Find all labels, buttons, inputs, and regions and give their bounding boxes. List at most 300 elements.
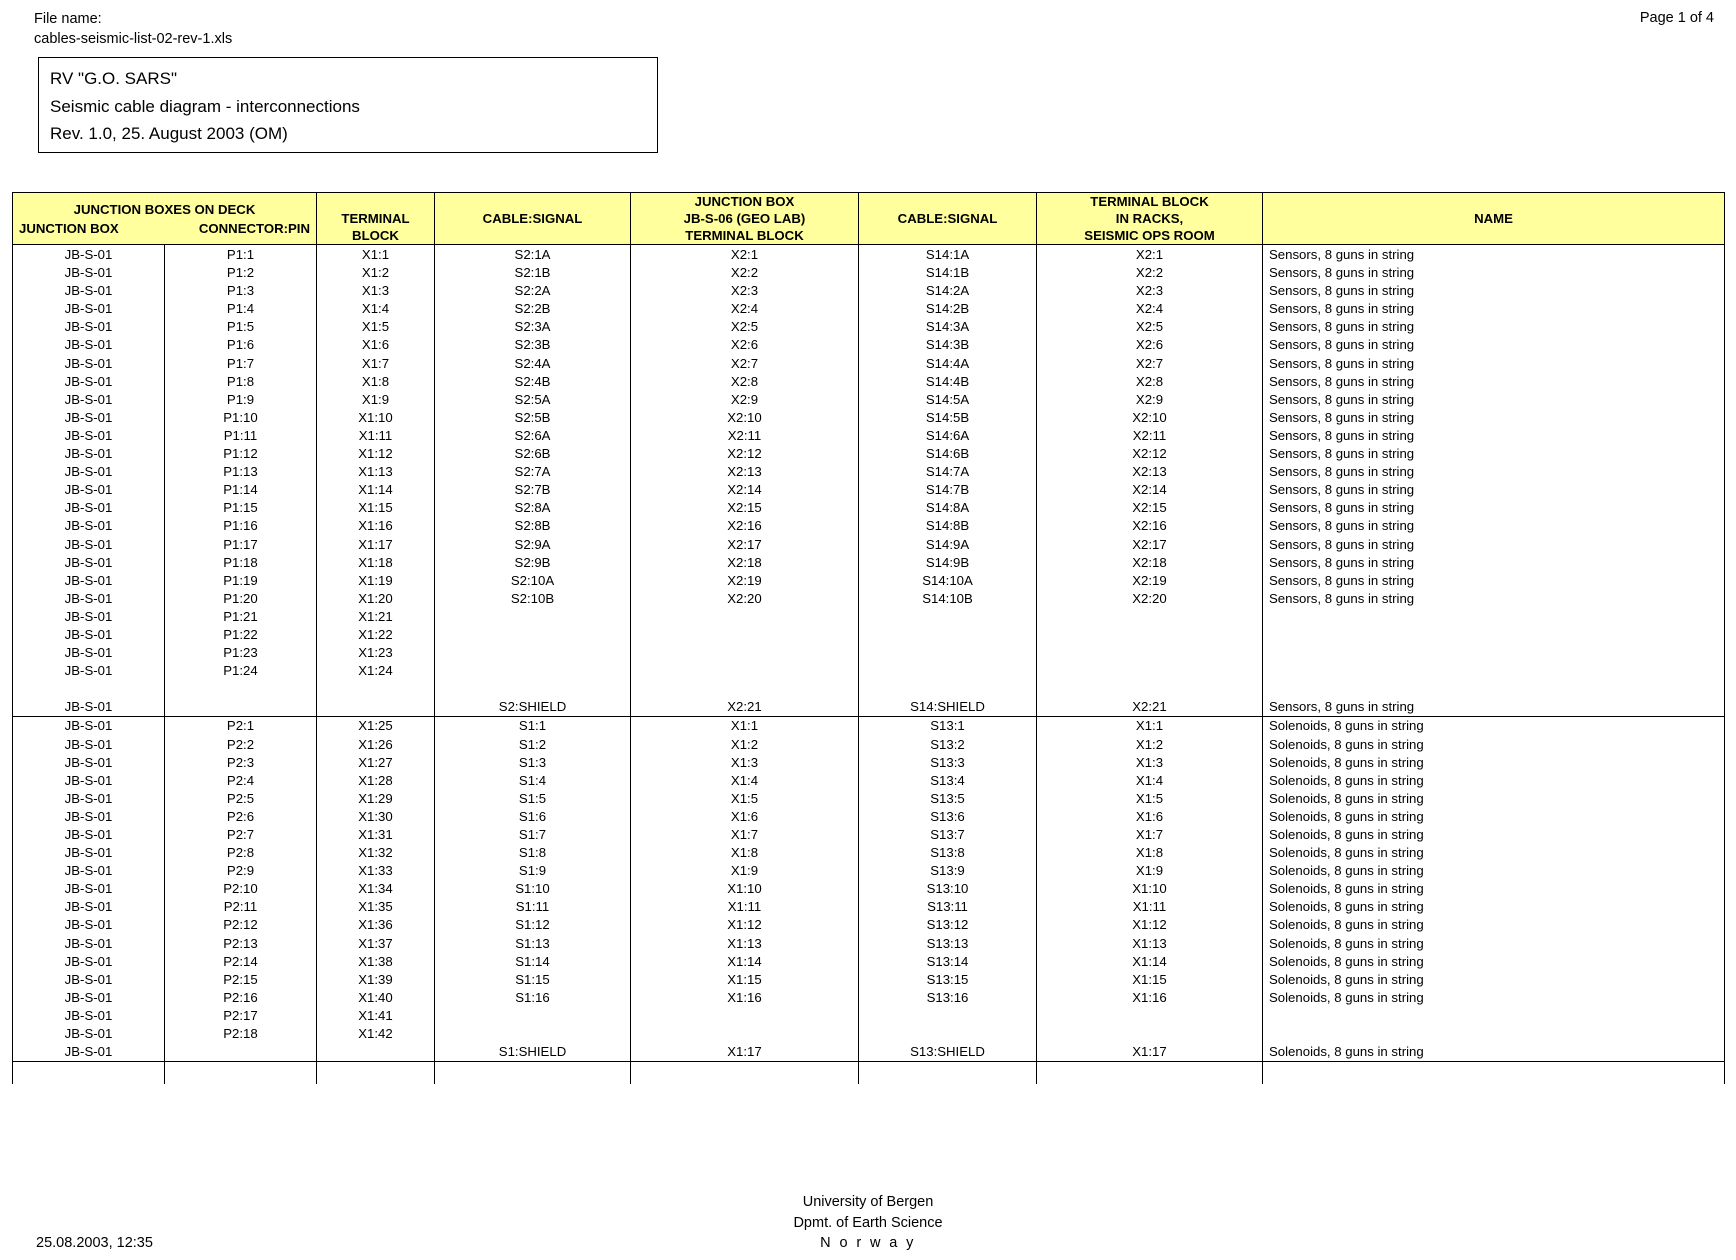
cell-cable-signal-2: S13:6: [859, 807, 1037, 825]
cell-name: Sensors, 8 guns in string: [1263, 300, 1725, 318]
cell-junction-box: JB-S-01: [13, 771, 165, 789]
cell-junction-box: JB-S-01: [13, 426, 165, 444]
cell-terminal-block-racks: X1:14: [1037, 952, 1263, 970]
table-row: [13, 354, 1725, 372]
cell-cable-signal-2: S13:15: [859, 970, 1037, 988]
cell-terminal-block-racks: [1037, 625, 1263, 643]
cell-name: Sensors, 8 guns in string: [1263, 390, 1725, 408]
cell-terminal-block-deck: X1:40: [317, 988, 435, 1006]
cell-junction-box: JB-S-01: [13, 789, 165, 807]
cell-name: Sensors, 8 guns in string: [1263, 408, 1725, 426]
cell-terminal-block-deck: X1:15: [317, 499, 435, 517]
cell-jb06-terminal-block: [631, 680, 859, 698]
cell-name: [1263, 680, 1725, 698]
cell-name: Sensors, 8 guns in string: [1263, 571, 1725, 589]
cell-terminal-block-racks: X2:1: [1037, 245, 1263, 264]
cell-cable-signal-1: S2:SHIELD: [435, 698, 631, 717]
cell-terminal-block-deck: X1:22: [317, 625, 435, 643]
cell-cable-signal-1: S1:15: [435, 970, 631, 988]
cell-terminal-block-racks: X2:13: [1037, 463, 1263, 481]
cell-name: Solenoids, 8 guns in string: [1263, 916, 1725, 934]
cell-jb06-terminal-block: X2:4: [631, 300, 859, 318]
table-row: [13, 1025, 1725, 1043]
cell-junction-box: JB-S-01: [13, 499, 165, 517]
cell-cable-signal-2: S14:7A: [859, 463, 1037, 481]
cell-connector-pin: P2:13: [165, 934, 317, 952]
header-jb06-line1: JUNCTION BOX: [694, 194, 795, 209]
cell-jb06-terminal-block: X1:2: [631, 735, 859, 753]
cell-cable-signal-1: S1:2: [435, 735, 631, 753]
cell-junction-box: JB-S-01: [13, 662, 165, 680]
header-terminal-block-racks: [1037, 193, 1263, 245]
cell-name: Solenoids, 8 guns in string: [1263, 844, 1725, 862]
cell-terminal-block-deck: X1:32: [317, 844, 435, 862]
cell-jb06-terminal-block: X2:12: [631, 445, 859, 463]
cell-cable-signal-1: [435, 1006, 631, 1024]
cell-jb06-terminal-block: X1:5: [631, 789, 859, 807]
cell-connector-pin: P1:13: [165, 463, 317, 481]
cell-name: [1263, 662, 1725, 680]
cell-cable-signal-1: [435, 1025, 631, 1043]
cell-terminal-block-deck: X1:12: [317, 445, 435, 463]
table-row: [13, 390, 1725, 408]
cell-cable-signal-2: S13:13: [859, 934, 1037, 952]
cell-terminal-block-deck: X1:11: [317, 426, 435, 444]
table-row: [13, 571, 1725, 589]
cell-terminal-block-deck: X1:30: [317, 807, 435, 825]
cell-cable-signal-1: S2:8A: [435, 499, 631, 517]
cell-terminal-block-racks: X1:2: [1037, 735, 1263, 753]
cell-cable-signal-1: [435, 662, 631, 680]
table-row: [13, 844, 1725, 862]
table-row: [13, 970, 1725, 988]
table-row: [13, 880, 1725, 898]
cell-jb06-terminal-block: X2:6: [631, 336, 859, 354]
header-racks-line1: TERMINAL BLOCK: [1090, 194, 1209, 209]
header-jb06-line2: JB-S-06 (GEO LAB): [683, 211, 806, 227]
cell-terminal-block-racks: X2:21: [1037, 698, 1263, 717]
cell-connector-pin: P1:4: [165, 300, 317, 318]
cell-cable-signal-1: S1:3: [435, 753, 631, 771]
cell-terminal-block-racks: X1:4: [1037, 771, 1263, 789]
cell-terminal-block-deck: X1:38: [317, 952, 435, 970]
cell-junction-box: JB-S-01: [13, 535, 165, 553]
file-name-label: File name:: [34, 11, 102, 27]
cell-connector-pin: [165, 1043, 317, 1062]
table-row: [13, 553, 1725, 571]
cell-junction-box: JB-S-01: [13, 300, 165, 318]
cell-junction-box: JB-S-01: [13, 898, 165, 916]
cell-cable-signal-1: S2:5B: [435, 408, 631, 426]
cell-terminal-block-deck: X1:21: [317, 607, 435, 625]
cell-connector-pin: P2:10: [165, 880, 317, 898]
cell-connector-pin: P2:15: [165, 970, 317, 988]
cell-junction-box: JB-S-01: [13, 934, 165, 952]
cell-name: Solenoids, 8 guns in string: [1263, 771, 1725, 789]
cell-connector-pin: P1:8: [165, 372, 317, 390]
cell-junction-box: JB-S-01: [13, 698, 165, 717]
cell-jb06-terminal-block: X1:4: [631, 771, 859, 789]
cell-name: Sensors, 8 guns in string: [1263, 481, 1725, 499]
cell-jb06-terminal-block: [631, 1025, 859, 1043]
cell-terminal-block-racks: X2:20: [1037, 589, 1263, 607]
cell-name: Sensors, 8 guns in string: [1263, 318, 1725, 336]
cell-cable-signal-2: S14:8B: [859, 517, 1037, 535]
cell-terminal-block-deck: X1:16: [317, 517, 435, 535]
cell-jb06-terminal-block: X2:10: [631, 408, 859, 426]
cell-terminal-block-racks: X2:10: [1037, 408, 1263, 426]
cell-name: Sensors, 8 guns in string: [1263, 463, 1725, 481]
cell-connector-pin: P2:9: [165, 862, 317, 880]
table-body: [13, 245, 1725, 1084]
cell-jb06-terminal-block: X1:15: [631, 970, 859, 988]
cell-connector-pin: P2:3: [165, 753, 317, 771]
cell-name: Solenoids, 8 guns in string: [1263, 789, 1725, 807]
cell-connector-pin: P1:3: [165, 282, 317, 300]
cell-connector-pin: P1:11: [165, 426, 317, 444]
table-row: [13, 716, 1725, 735]
table-row: [13, 934, 1725, 952]
footer-organisation: [0, 1192, 1736, 1254]
cell-terminal-block-deck: X1:2: [317, 264, 435, 282]
cell-connector-pin: P1:21: [165, 607, 317, 625]
cell-name: Solenoids, 8 guns in string: [1263, 735, 1725, 753]
cell-connector-pin: P2:1: [165, 716, 317, 735]
cell-terminal-block-deck: X1:39: [317, 970, 435, 988]
cell-terminal-block-racks: X2:15: [1037, 499, 1263, 517]
cell-cable-signal-1: S1:SHIELD: [435, 1043, 631, 1062]
cell-connector-pin: P1:14: [165, 481, 317, 499]
cable-list-table-wrap: [12, 192, 1724, 1084]
cell-jb06-terminal-block: X2:5: [631, 318, 859, 336]
cell-jb06-terminal-block: X2:14: [631, 481, 859, 499]
table-row: [13, 589, 1725, 607]
title-box: [38, 57, 658, 153]
cell-jb06-terminal-block: X2:16: [631, 517, 859, 535]
cell-cable-signal-2: S14:5A: [859, 390, 1037, 408]
cell-cable-signal-2: S13:10: [859, 880, 1037, 898]
cell-jb06-terminal-block: X2:8: [631, 372, 859, 390]
cell-terminal-block-deck: X1:8: [317, 372, 435, 390]
cell-name: Solenoids, 8 guns in string: [1263, 934, 1725, 952]
footer-country: N o r w a y: [820, 1235, 916, 1252]
cell-jb06-terminal-block: X1:16: [631, 988, 859, 1006]
cell-name: Sensors, 8 guns in string: [1263, 553, 1725, 571]
cell-jb06-terminal-block: X1:7: [631, 825, 859, 843]
cell-cable-signal-1: [435, 607, 631, 625]
cell-terminal-block-deck: [317, 698, 435, 717]
cell-name: Sensors, 8 guns in string: [1263, 245, 1725, 264]
cell-connector-pin: P2:7: [165, 825, 317, 843]
cell-jb06-terminal-block: X2:3: [631, 282, 859, 300]
cell-connector-pin: P1:20: [165, 589, 317, 607]
cell-terminal-block-deck: X1:4: [317, 300, 435, 318]
cell-connector-pin: P2:8: [165, 844, 317, 862]
cell-cable-signal-2: S14:9A: [859, 535, 1037, 553]
cell-connector-pin: P1:23: [165, 644, 317, 662]
cell-junction-box: JB-S-01: [13, 753, 165, 771]
table-row: [13, 680, 1725, 698]
cell-cable-signal-1: S2:4B: [435, 372, 631, 390]
page-indicator: Page 1 of 4: [1639, 10, 1714, 26]
cell-cable-signal-1: S2:8B: [435, 517, 631, 535]
cell-name: Solenoids, 8 guns in string: [1263, 825, 1725, 843]
table-row: [13, 862, 1725, 880]
table-row: [13, 1006, 1725, 1024]
cell-terminal-block-deck: X1:31: [317, 825, 435, 843]
table-bottom-cell: [859, 1061, 1037, 1084]
cell-cable-signal-2: S13:9: [859, 862, 1037, 880]
cell-connector-pin: P2:5: [165, 789, 317, 807]
cell-jb06-terminal-block: X2:13: [631, 463, 859, 481]
table-row: [13, 499, 1725, 517]
cell-cable-signal-2: S14:4B: [859, 372, 1037, 390]
table-row: [13, 372, 1725, 390]
table-bottom-cell: [1263, 1061, 1725, 1084]
cell-junction-box: JB-S-01: [13, 282, 165, 300]
cell-jb06-terminal-block: X1:13: [631, 934, 859, 952]
cell-terminal-block-deck: X1:20: [317, 589, 435, 607]
table-row: [13, 282, 1725, 300]
cell-jb06-terminal-block: [631, 1006, 859, 1024]
cell-junction-box: JB-S-01: [13, 825, 165, 843]
cell-name: Solenoids, 8 guns in string: [1263, 716, 1725, 735]
cell-name: [1263, 1025, 1725, 1043]
cell-junction-box: JB-S-01: [13, 264, 165, 282]
cell-name: Solenoids, 8 guns in string: [1263, 952, 1725, 970]
table-row: [13, 789, 1725, 807]
cell-terminal-block-racks: X1:17: [1037, 1043, 1263, 1062]
cell-terminal-block-deck: X1:24: [317, 662, 435, 680]
cell-name: Sensors, 8 guns in string: [1263, 426, 1725, 444]
cell-terminal-block-deck: X1:17: [317, 535, 435, 553]
cell-cable-signal-1: S1:14: [435, 952, 631, 970]
cell-terminal-block-racks: X2:5: [1037, 318, 1263, 336]
cell-cable-signal-1: S2:10B: [435, 589, 631, 607]
cell-cable-signal-1: S2:7A: [435, 463, 631, 481]
cell-cable-signal-2: S14:2B: [859, 300, 1037, 318]
cell-terminal-block-racks: X1:9: [1037, 862, 1263, 880]
cell-cable-signal-2: S14:6A: [859, 426, 1037, 444]
cell-terminal-block-racks: X2:19: [1037, 571, 1263, 589]
cell-cable-signal-2: S13:14: [859, 952, 1037, 970]
cell-cable-signal-1: S2:9B: [435, 553, 631, 571]
cell-junction-box: JB-S-01: [13, 463, 165, 481]
cell-cable-signal-1: S2:2B: [435, 300, 631, 318]
cell-jb06-terminal-block: X1:1: [631, 716, 859, 735]
cell-terminal-block-deck: X1:27: [317, 753, 435, 771]
header-name: NAME: [1263, 193, 1725, 245]
cell-cable-signal-1: S2:3B: [435, 336, 631, 354]
cell-jb06-terminal-block: X2:21: [631, 698, 859, 717]
cell-cable-signal-2: S14:10B: [859, 589, 1037, 607]
table-row: [13, 988, 1725, 1006]
cell-cable-signal-2: S14:6B: [859, 445, 1037, 463]
cell-connector-pin: P2:11: [165, 898, 317, 916]
cell-connector-pin: [165, 698, 317, 717]
cell-jb06-terminal-block: X1:6: [631, 807, 859, 825]
cell-cable-signal-1: [435, 680, 631, 698]
table-row: [13, 408, 1725, 426]
cell-connector-pin: P2:18: [165, 1025, 317, 1043]
cell-jb06-terminal-block: X2:11: [631, 426, 859, 444]
cell-terminal-block-deck: X1:25: [317, 716, 435, 735]
cell-jb06-terminal-block: X2:9: [631, 390, 859, 408]
cell-jb06-terminal-block: X2:19: [631, 571, 859, 589]
cell-terminal-block-racks: X1:8: [1037, 844, 1263, 862]
header-racks-line2: IN RACKS,: [1115, 211, 1184, 227]
cell-junction-box: JB-S-01: [13, 336, 165, 354]
cell-junction-box: JB-S-01: [13, 844, 165, 862]
cell-connector-pin: P1:2: [165, 264, 317, 282]
cell-cable-signal-1: S1:9: [435, 862, 631, 880]
table-row: [13, 916, 1725, 934]
cell-terminal-block-deck: X1:37: [317, 934, 435, 952]
cell-name: Solenoids, 8 guns in string: [1263, 880, 1725, 898]
cell-terminal-block-racks: X1:5: [1037, 789, 1263, 807]
table-row: [13, 698, 1725, 717]
header-junction-box-06: [631, 193, 859, 245]
cell-jb06-terminal-block: X1:17: [631, 1043, 859, 1062]
cell-junction-box: JB-S-01: [13, 1025, 165, 1043]
cell-terminal-block-deck: X1:13: [317, 463, 435, 481]
cell-cable-signal-2: S13:5: [859, 789, 1037, 807]
cell-name: Solenoids, 8 guns in string: [1263, 1043, 1725, 1062]
cell-junction-box: JB-S-01: [13, 445, 165, 463]
cell-terminal-block-deck: X1:28: [317, 771, 435, 789]
cell-cable-signal-2: S14:5B: [859, 408, 1037, 426]
table-row: [13, 807, 1725, 825]
cell-connector-pin: P2:16: [165, 988, 317, 1006]
cell-cable-signal-1: S2:2A: [435, 282, 631, 300]
cell-junction-box: JB-S-01: [13, 916, 165, 934]
cell-cable-signal-1: S1:1: [435, 716, 631, 735]
cell-connector-pin: P2:4: [165, 771, 317, 789]
cell-name: Sensors, 8 guns in string: [1263, 264, 1725, 282]
cell-junction-box: JB-S-01: [13, 952, 165, 970]
table-row: [13, 445, 1725, 463]
cell-junction-box: JB-S-01: [13, 644, 165, 662]
cell-cable-signal-2: [859, 1025, 1037, 1043]
cell-connector-pin: P1:5: [165, 318, 317, 336]
cell-terminal-block-deck: X1:35: [317, 898, 435, 916]
cell-terminal-block-deck: X1:42: [317, 1025, 435, 1043]
table-row: [13, 825, 1725, 843]
cell-cable-signal-1: S1:11: [435, 898, 631, 916]
cell-cable-signal-2: S13:2: [859, 735, 1037, 753]
header-terminal-block-1: [317, 193, 435, 245]
cell-terminal-block-racks: [1037, 644, 1263, 662]
table-bottom-cell: [317, 1061, 435, 1084]
cell-terminal-block-deck: X1:33: [317, 862, 435, 880]
cell-jb06-terminal-block: X1:3: [631, 753, 859, 771]
cell-terminal-block-racks: X2:18: [1037, 553, 1263, 571]
cell-terminal-block-racks: X2:2: [1037, 264, 1263, 282]
cell-jb06-terminal-block: X1:12: [631, 916, 859, 934]
cell-cable-signal-1: S1:8: [435, 844, 631, 862]
title-revision: Rev. 1.0, 25. August 2003 (OM): [50, 124, 288, 144]
cell-cable-signal-1: S2:6B: [435, 445, 631, 463]
cell-cable-signal-1: S2:4A: [435, 354, 631, 372]
cell-terminal-block-deck: X1:3: [317, 282, 435, 300]
cell-connector-pin: P1:9: [165, 390, 317, 408]
header-cable-signal-1: CABLE:SIGNAL: [435, 193, 631, 245]
cell-terminal-block-racks: X1:12: [1037, 916, 1263, 934]
table-bottom-cell: [165, 1061, 317, 1084]
cell-jb06-terminal-block: X1:9: [631, 862, 859, 880]
cell-connector-pin: [165, 680, 317, 698]
cell-connector-pin: P2:14: [165, 952, 317, 970]
cell-cable-signal-1: S1:12: [435, 916, 631, 934]
cell-cable-signal-1: S2:9A: [435, 535, 631, 553]
title-subject: Seismic cable diagram - interconnections: [50, 96, 360, 116]
table-bottom-cell: [13, 1061, 165, 1084]
cell-name: [1263, 644, 1725, 662]
cell-jb06-terminal-block: X1:11: [631, 898, 859, 916]
cell-cable-signal-2: S14:1A: [859, 245, 1037, 264]
cell-terminal-block-deck: X1:23: [317, 644, 435, 662]
cell-junction-box: JB-S-01: [13, 245, 165, 264]
cell-connector-pin: P1:24: [165, 662, 317, 680]
table-row: [13, 644, 1725, 662]
cell-jb06-terminal-block: X2:17: [631, 535, 859, 553]
cell-name: Sensors, 8 guns in string: [1263, 354, 1725, 372]
cell-jb06-terminal-block: X2:1: [631, 245, 859, 264]
cell-jb06-terminal-block: X2:15: [631, 499, 859, 517]
cell-cable-signal-2: S14:8A: [859, 499, 1037, 517]
cell-name: Sensors, 8 guns in string: [1263, 535, 1725, 553]
table-row: [13, 535, 1725, 553]
cell-jb06-terminal-block: X2:7: [631, 354, 859, 372]
cell-junction-box: JB-S-01: [13, 1006, 165, 1024]
cell-junction-box: JB-S-01: [13, 390, 165, 408]
cell-connector-pin: P1:16: [165, 517, 317, 535]
cell-cable-signal-1: S1:13: [435, 934, 631, 952]
table-row: [13, 264, 1725, 282]
cell-connector-pin: P1:6: [165, 336, 317, 354]
cell-cable-signal-2: S14:9B: [859, 553, 1037, 571]
table-row: [13, 300, 1725, 318]
cell-cable-signal-1: S1:16: [435, 988, 631, 1006]
cell-terminal-block-deck: X1:26: [317, 735, 435, 753]
cable-list-table: [12, 192, 1725, 1084]
cell-cable-signal-2: S14:4A: [859, 354, 1037, 372]
cell-terminal-block-racks: X1:3: [1037, 753, 1263, 771]
header-connector-pin: CONNECTOR:PIN: [198, 220, 310, 236]
cell-name: [1263, 607, 1725, 625]
cell-cable-signal-1: S2:10A: [435, 571, 631, 589]
cell-cable-signal-1: S1:10: [435, 880, 631, 898]
cell-terminal-block-racks: [1037, 662, 1263, 680]
cell-connector-pin: P1:10: [165, 408, 317, 426]
cell-cable-signal-2: S14:3A: [859, 318, 1037, 336]
cell-terminal-block-racks: X2:11: [1037, 426, 1263, 444]
cell-terminal-block-racks: X2:12: [1037, 445, 1263, 463]
cell-cable-signal-2: S13:8: [859, 844, 1037, 862]
cell-terminal-block-racks: X2:4: [1037, 300, 1263, 318]
footer-timestamp: 25.08.2003, 12:35: [36, 1235, 153, 1251]
table-row: [13, 607, 1725, 625]
cell-cable-signal-2: S14:7B: [859, 481, 1037, 499]
cell-jb06-terminal-block: [631, 644, 859, 662]
cell-terminal-block-racks: [1037, 1006, 1263, 1024]
file-name-value: cables-seismic-list-02-rev-1.xls: [34, 30, 233, 47]
cell-junction-box: JB-S-01: [13, 589, 165, 607]
cell-name: Solenoids, 8 guns in string: [1263, 898, 1725, 916]
cell-cable-signal-2: S13:1: [859, 716, 1037, 735]
cell-connector-pin: P1:7: [165, 354, 317, 372]
cell-terminal-block-racks: X2:6: [1037, 336, 1263, 354]
